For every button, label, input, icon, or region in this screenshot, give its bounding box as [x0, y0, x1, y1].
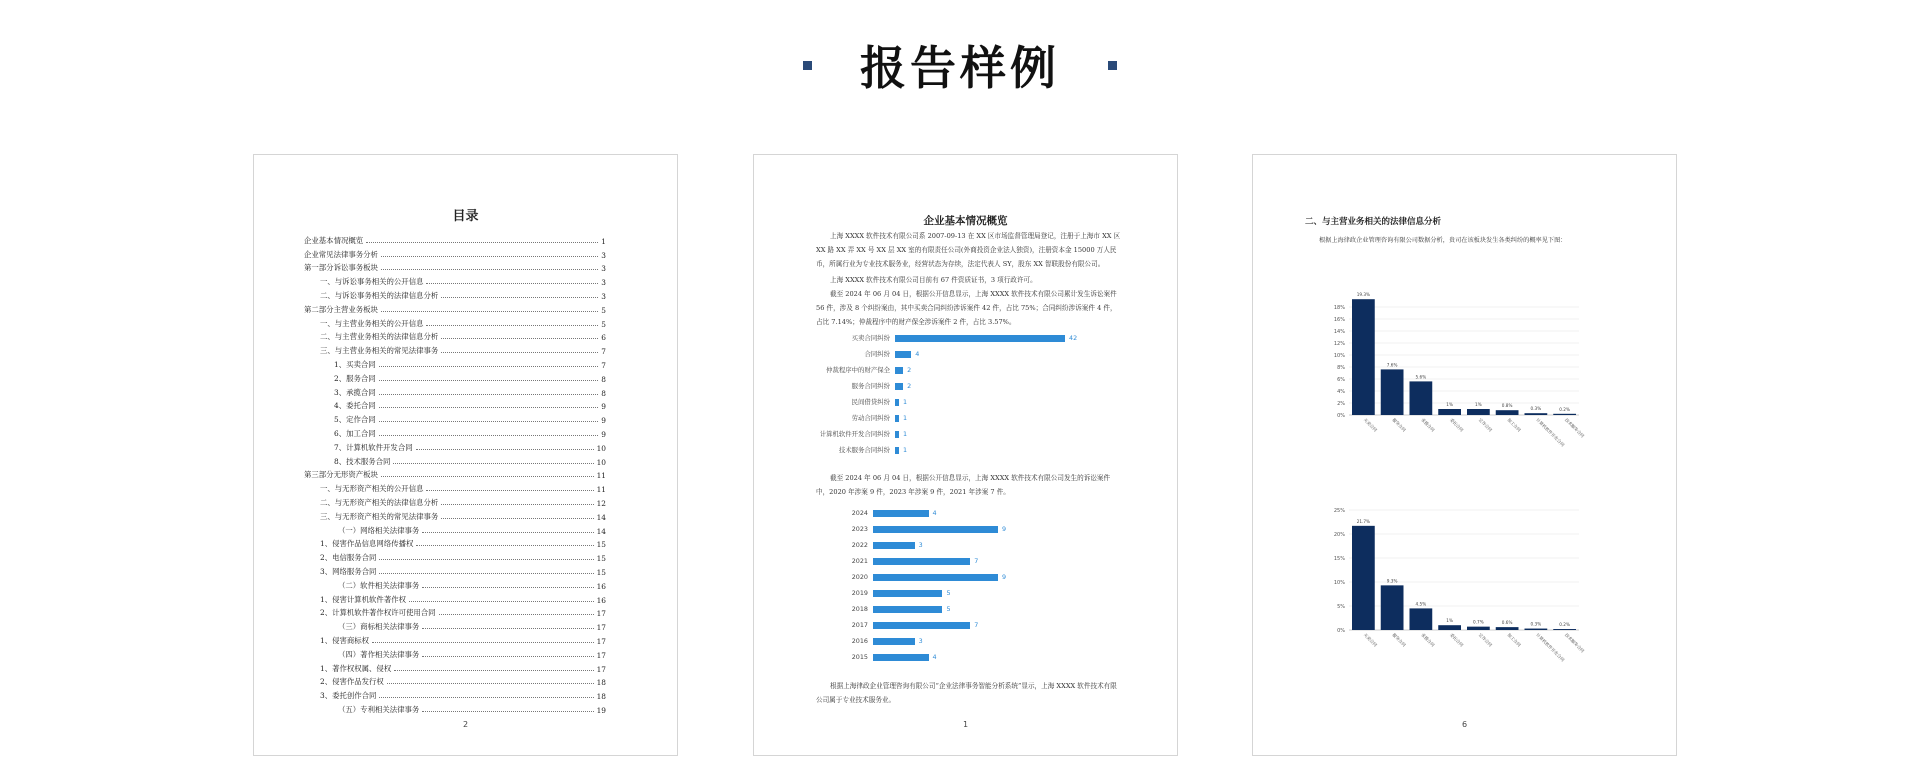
category-label: 劳动合同纠纷 [851, 414, 890, 422]
toc-leader [441, 352, 598, 353]
x-tick-label: 计算机软件开发合同 [1535, 632, 1566, 663]
toc-entry[interactable] [304, 522, 606, 536]
header-dot-right [1108, 61, 1117, 70]
category-label: 2021 [851, 557, 868, 565]
toc-page[interactable] [253, 154, 678, 756]
toc-leader [379, 366, 599, 367]
toc-entry-text: 企业常见法律事务分析 [304, 249, 378, 259]
toc-entry[interactable] [304, 329, 606, 343]
toc-entry[interactable] [304, 660, 606, 674]
bar [873, 526, 998, 533]
chart-row [754, 573, 1179, 582]
toc-entry-page: 5 [601, 305, 606, 315]
value-label: 9 [1002, 525, 1007, 533]
value-label: 5.6% [1415, 374, 1427, 380]
toc-entry[interactable] [304, 618, 606, 632]
category-label: 民间借贷纠纷 [851, 398, 890, 406]
chart-row [754, 414, 1179, 423]
toc-leader [422, 628, 593, 629]
y-tick-label: 6% [1337, 377, 1345, 383]
value-label: 1 [903, 430, 908, 438]
toc-entry-text: 3、网络服务合同 [320, 566, 377, 576]
overview-paragraph: 上海 XXXX 软件技术有限公司目前有 67 件资质证书，3 项行政许可。 [830, 276, 1037, 284]
toc-entry-text: 1、侵害作品信息网络传播权 [320, 539, 414, 549]
bar [1438, 409, 1461, 415]
value-label: 1% [1446, 618, 1453, 624]
chart-row [754, 653, 1179, 662]
toc-leader [379, 380, 599, 381]
value-label: 4.5% [1415, 601, 1427, 607]
x-tick-label: 计算机软件开发合同 [1535, 417, 1566, 448]
toc-leader [416, 545, 593, 546]
x-tick-label: 定作合同 [1477, 632, 1494, 648]
y-tick-label: 4% [1337, 389, 1345, 395]
toc-entry-page: 6 [601, 333, 606, 343]
bar [873, 510, 929, 517]
x-tick-label: 买卖合同 [1362, 417, 1379, 433]
bar [873, 622, 970, 629]
toc-entry-text: 一、与主营业务相关的公开信息 [320, 318, 424, 328]
toc-entry[interactable] [304, 246, 606, 260]
toc-entry-text: 第三部分无形资产板块 [304, 470, 378, 480]
toc-entry-page: 8 [601, 374, 606, 384]
bar [895, 351, 911, 358]
bar [895, 447, 899, 454]
toc-leader [422, 587, 593, 588]
toc-entry-page: 19 [596, 705, 606, 715]
toc-entry[interactable] [304, 701, 606, 715]
toc-entry[interactable] [304, 356, 606, 370]
x-tick-label: 承揽合同 [1420, 632, 1436, 648]
bar [1352, 299, 1375, 415]
toc-leader [416, 449, 594, 450]
bar [873, 542, 915, 549]
y-tick-label: 12% [1333, 341, 1345, 347]
toc-entry[interactable] [304, 480, 606, 494]
chart-row [754, 541, 1179, 550]
toc-entry-page: 17 [596, 609, 606, 619]
x-tick-label: 技术服务合同 [1563, 632, 1586, 654]
toc-title: 目录 [452, 209, 479, 224]
toc-entry[interactable] [304, 287, 606, 301]
value-label: 4 [932, 653, 937, 661]
chart-row [754, 366, 1179, 375]
toc-leader [379, 394, 599, 395]
y-tick-label: 10% [1333, 580, 1345, 586]
toc-leader [441, 518, 593, 519]
header-dot-left [803, 61, 812, 70]
toc-entry-page: 15 [596, 567, 606, 577]
chart-row [754, 557, 1179, 566]
x-tick-label: 委托合同 [1448, 632, 1465, 648]
toc-entry[interactable] [304, 370, 606, 384]
x-tick-label: 技术服务合同 [1563, 417, 1586, 439]
overview-title: 企业基本情况概览 [923, 215, 1008, 227]
toc-entry-text: 2、电信服务合同 [320, 553, 377, 563]
toc-entry[interactable] [304, 315, 606, 329]
chart-row [754, 446, 1179, 455]
analysis-page[interactable] [1252, 154, 1677, 756]
toc-leader [372, 642, 594, 643]
bar [895, 367, 903, 374]
toc-leader [387, 683, 594, 684]
y-tick-label: 16% [1333, 317, 1345, 323]
y-tick-label: 10% [1333, 353, 1345, 359]
chart-row [754, 637, 1179, 646]
toc-entry-text: 6、加工合同 [334, 428, 376, 438]
bar [1525, 413, 1548, 415]
value-label: 0.8% [1501, 403, 1513, 409]
category-label: 2022 [851, 541, 868, 549]
toc-list [304, 232, 606, 715]
bar [873, 574, 998, 581]
y-tick-label: 15% [1333, 556, 1345, 562]
toc-leader [426, 325, 598, 326]
value-label: 9.3% [1386, 578, 1398, 584]
toc-leader [394, 670, 593, 671]
bar [895, 399, 899, 406]
bar [873, 606, 942, 613]
toc-entry[interactable] [304, 273, 606, 287]
toc-entry-text: （四）著作相关法律事务 [338, 649, 420, 659]
category-label: 技术服务合同纠纷 [838, 446, 890, 454]
toc-entry[interactable] [304, 425, 606, 439]
chart-row [754, 589, 1179, 598]
toc-entry-text: 三、与主营业务相关的常见法律事务 [320, 346, 439, 356]
analysis-title: 二、与主营业务相关的法律信息分析 [1305, 217, 1442, 227]
value-label: 9 [1002, 573, 1007, 581]
value-label: 7 [974, 557, 979, 565]
bar [1467, 627, 1490, 630]
toc-entry-page: 15 [596, 540, 606, 550]
category-label: 买卖合同纠纷 [851, 334, 890, 342]
category-label: 2023 [851, 525, 868, 533]
toc-entry-page: 14 [596, 526, 606, 536]
toc-entry-text: 3、承揽合同 [334, 387, 376, 397]
toc-entry-text: 8、技术服务合同 [334, 456, 391, 466]
value-label: 1 [903, 446, 908, 454]
page-number: 2 [462, 720, 469, 729]
y-tick-label: 8% [1337, 365, 1345, 371]
toc-entry-page: 9 [601, 402, 606, 412]
y-tick-label: 20% [1333, 532, 1345, 538]
bar [873, 654, 929, 661]
analysis-intro: 根据上海律政企业管理咨询有限公司数据分析，贵司在该板块发生各类纠纷的概率见下图： [1319, 237, 1567, 244]
bar [873, 558, 970, 565]
toc-entry[interactable] [304, 384, 606, 398]
chart-row [754, 382, 1179, 391]
toc-entry-page: 17 [596, 623, 606, 633]
chart-row [754, 430, 1179, 439]
toc-entry-page: 11 [596, 471, 606, 481]
toc-entry-text: 二、与无形资产相关的法律信息分析 [320, 497, 439, 507]
value-label: 0.3% [1530, 406, 1542, 412]
toc-entry[interactable] [304, 453, 606, 467]
toc-entry[interactable] [304, 398, 606, 412]
toc-entry[interactable] [304, 260, 606, 274]
x-tick-label: 加工合同 [1506, 417, 1522, 433]
toc-leader [422, 711, 593, 712]
toc-entry-page: 3 [601, 278, 606, 288]
toc-leader [439, 614, 594, 615]
y-tick-label: 25% [1333, 508, 1345, 514]
toc-entry-text: 3、委托创作合同 [320, 691, 377, 701]
toc-entry-page: 17 [596, 664, 606, 674]
toc-leader [422, 532, 593, 533]
page-number: 1 [962, 720, 969, 729]
bar [1467, 409, 1490, 415]
value-label: 0.6% [1501, 620, 1513, 626]
value-label: 0.3% [1530, 621, 1542, 627]
toc-entry[interactable] [304, 591, 606, 605]
bar [873, 590, 942, 597]
value-label: 3 [918, 637, 923, 645]
value-label: 4 [932, 509, 937, 517]
toc-entry-page: 18 [596, 678, 606, 688]
category-label: 合同纠纷 [864, 350, 890, 358]
toc-entry-text: 三、与无形资产相关的常见法律事务 [320, 511, 439, 521]
toc-entry-text: 第二部分主营业务板块 [304, 304, 378, 314]
toc-entry-page: 17 [596, 636, 606, 646]
section-title: 报告样例 [860, 41, 1060, 95]
toc-entry[interactable] [304, 549, 606, 563]
toc-entry-text: （二）软件相关法律事务 [338, 580, 420, 590]
probability-chart-1 [1293, 280, 1593, 450]
toc-leader [381, 256, 598, 257]
toc-entry-page: 16 [596, 595, 606, 605]
value-label: 4 [915, 350, 920, 358]
value-label: 5 [946, 605, 951, 613]
toc-entry-page: 7 [601, 360, 606, 370]
toc-entry-page: 16 [596, 581, 606, 591]
value-label: 7.6% [1386, 362, 1398, 368]
toc-entry[interactable] [304, 605, 606, 619]
toc-entry-page: 3 [601, 291, 606, 301]
toc-entry-text: （一）网络相关法律事务 [338, 525, 420, 535]
toc-entry[interactable] [304, 494, 606, 508]
toc-entry-text: 2、服务合同 [334, 373, 376, 383]
toc-entry[interactable] [304, 632, 606, 646]
toc-entry-page: 9 [601, 429, 606, 439]
toc-leader [441, 338, 598, 339]
chart-row [754, 525, 1179, 534]
toc-entry-page: 7 [601, 347, 606, 357]
toc-entry[interactable] [304, 577, 606, 591]
toc-entry-text: 1、侵害计算机软件著作权 [320, 594, 407, 604]
bar [1410, 608, 1433, 630]
bar [895, 431, 899, 438]
toc-leader [379, 407, 599, 408]
toc-entry-page: 11 [596, 485, 606, 495]
toc-entry-text: 2、侵害作品发行权 [320, 677, 384, 687]
toc-entry-text: 5、定作合同 [334, 415, 376, 425]
toc-leader [441, 504, 593, 505]
toc-entry[interactable] [304, 439, 606, 453]
value-label: 2 [907, 366, 912, 374]
toc-entry-text: 1、买卖合同 [334, 359, 376, 369]
x-tick-label: 加工合同 [1506, 632, 1522, 648]
bar [1553, 414, 1576, 415]
page-number: 6 [1461, 720, 1468, 729]
bar [895, 415, 899, 422]
value-label: 19.3% [1356, 292, 1371, 298]
toc-entry[interactable] [304, 674, 606, 688]
value-label: 0.2% [1559, 622, 1570, 628]
toc-entry-page: 5 [601, 319, 606, 329]
chart-row [754, 398, 1179, 407]
toc-leader [409, 601, 594, 602]
x-tick-label: 服务合同 [1391, 417, 1407, 433]
value-label: 42 [1069, 334, 1078, 342]
bar [873, 638, 915, 645]
toc-leader [379, 435, 599, 436]
bar [1410, 381, 1433, 415]
x-tick-label: 买卖合同 [1362, 632, 1379, 648]
value-label: 0.2% [1559, 406, 1570, 412]
toc-leader [422, 656, 593, 657]
value-label: 1 [903, 414, 908, 422]
toc-entry-text: 二、与主营业务相关的法律信息分析 [320, 332, 439, 342]
chart-row [754, 350, 1179, 359]
toc-entry[interactable] [304, 563, 606, 577]
x-tick-label: 服务合同 [1391, 632, 1407, 648]
category-label: 服务合同纠纷 [851, 382, 890, 390]
toc-entry-page: 8 [601, 388, 606, 398]
bar [895, 383, 903, 390]
bar [895, 335, 1065, 342]
toc-entry-page: 18 [596, 692, 606, 702]
toc-leader [379, 559, 593, 560]
y-tick-label: 0% [1337, 413, 1345, 419]
toc-leader [426, 490, 593, 491]
value-label: 2 [907, 382, 912, 390]
toc-entry-text: 一、与无形资产相关的公开信息 [320, 484, 424, 494]
toc-entry-page: 9 [601, 416, 606, 426]
toc-entry[interactable] [304, 467, 606, 481]
value-label: 1% [1446, 402, 1453, 407]
category-label: 2016 [851, 637, 868, 645]
toc-entry-page: 10 [596, 457, 606, 467]
toc-entry-text: 7、计算机软件开发合同 [334, 442, 413, 452]
toc-entry[interactable] [304, 508, 606, 522]
toc-leader [381, 311, 598, 312]
toc-leader [426, 283, 598, 284]
toc-leader [393, 463, 593, 464]
toc-entry-page: 14 [596, 512, 606, 522]
section-header [0, 30, 1920, 100]
toc-entry-page: 17 [596, 650, 606, 660]
overview-paragraph: 上海 XXXX 软件技术有限公司系 2007-09-13 在 XX 区市场监督管理局登记，注册于上海市 XX 区 XX 路 XX 弄 XX 号 XX 层 XX 室的有限责任公司(外商投资企业法人独资)，注册资本金 15000 万人民币，所属行业为专业技术服务业，经营状态为存续，法定代表人 SY，股东 XX 智联股份有限公司。 [816, 232, 1121, 268]
toc-entry-text: 2、计算机软件著作权许可使用合同 [320, 608, 436, 618]
overview-paragraph: 截至 2024 年 06 月 04 日，根据公开信息显示，上海 XXXX 软件技术有限公司发生的诉讼案件中，2020 年涉案 9 件，2023 年涉案 9 件，2021 年涉案 7 件。 [816, 474, 1111, 496]
category-label: 2019 [851, 589, 868, 597]
x-tick-label: 承揽合同 [1420, 417, 1436, 433]
bar [1496, 410, 1519, 415]
toc-entry-page: 3 [601, 264, 606, 274]
toc-entry[interactable] [304, 411, 606, 425]
toc-leader [379, 573, 593, 574]
x-tick-label: 委托合同 [1448, 417, 1465, 433]
y-tick-label: 14% [1333, 329, 1345, 335]
value-label: 1 [903, 398, 908, 406]
bar [1496, 627, 1519, 630]
toc-leader [366, 242, 598, 243]
toc-leader [379, 697, 593, 698]
value-label: 0.7% [1473, 619, 1484, 625]
toc-entry-page: 3 [601, 250, 606, 260]
toc-leader [381, 476, 594, 477]
value-label: 1% [1475, 402, 1482, 407]
toc-entry[interactable] [304, 687, 606, 701]
value-label: 21.7% [1356, 518, 1371, 524]
toc-entry[interactable] [304, 232, 606, 246]
y-tick-label: 0% [1337, 628, 1345, 634]
chart-row [754, 334, 1179, 343]
toc-entry-page: 1 [601, 236, 606, 246]
toc-leader [441, 297, 598, 298]
overview-paragraph: 截至 2024 年 06 月 04 日，根据公开信息显示，上海 XXXX 软件技术有限公司累计发生诉讼案件 56 件，涉及 8 个纠纷案由，其中买卖合同纠纷涉诉案件 42 件，占比 75%；合同纠纷涉诉案件 4 件，占比 7.14%；仲裁程序中的财产保全涉诉案件 2 件，占比 3.57%。 [816, 290, 1117, 326]
bar [1381, 585, 1404, 630]
toc-entry[interactable] [304, 301, 606, 315]
bar [1381, 369, 1404, 415]
toc-entry-text: 4、委托合同 [334, 401, 376, 411]
y-tick-label: 18% [1333, 305, 1345, 311]
category-label: 2017 [851, 621, 868, 629]
toc-entry-text: 1、著作权权属、侵权 [320, 663, 392, 673]
toc-entry-text: （五）专利相关法律事务 [338, 704, 420, 714]
toc-entry-page: 15 [596, 554, 606, 564]
bar [1553, 629, 1576, 630]
overview-page[interactable] [753, 154, 1178, 756]
y-tick-label: 5% [1337, 604, 1345, 610]
y-tick-label: 2% [1337, 401, 1345, 407]
chart-row [754, 509, 1179, 518]
toc-entry-text: 第一部分诉讼事务板块 [304, 263, 378, 273]
probability-chart-2 [1293, 495, 1593, 665]
bar [1352, 526, 1375, 630]
value-label: 5 [946, 589, 951, 597]
overview-paragraph: 根据上海律政企业管理咨询有限公司“企业法律事务智能分析系统”显示，上海 XXXX 软件技术有限公司属于专业技术服务业。 [816, 682, 1117, 704]
toc-entry-page: 10 [596, 443, 606, 453]
x-tick-label: 定作合同 [1477, 417, 1494, 433]
chart-row [754, 621, 1179, 630]
category-label: 2018 [851, 605, 868, 613]
toc-entry-page: 12 [596, 498, 606, 508]
category-label: 计算机软件开发合同纠纷 [819, 430, 890, 438]
toc-entry-text: （三）商标相关法律事务 [338, 622, 420, 632]
value-label: 3 [918, 541, 923, 549]
category-label: 2015 [851, 653, 868, 661]
toc-entry-text: 二、与诉讼事务相关的法律信息分析 [320, 290, 439, 300]
category-label: 2024 [851, 509, 868, 517]
chart-row [754, 605, 1179, 614]
bar [1438, 625, 1461, 630]
value-label: 7 [974, 621, 979, 629]
category-label: 仲裁程序中的财产保全 [826, 366, 890, 374]
toc-entry-text: 一、与诉讼事务相关的公开信息 [320, 277, 424, 287]
toc-entry[interactable] [304, 342, 606, 356]
toc-entry[interactable] [304, 536, 606, 550]
toc-entry[interactable] [304, 646, 606, 660]
toc-leader [381, 269, 598, 270]
toc-leader [379, 421, 599, 422]
category-label: 2020 [851, 573, 868, 581]
toc-entry-text: 企业基本情况概览 [304, 235, 364, 245]
toc-entry-text: 1、侵害商标权 [320, 635, 370, 645]
bar [1525, 629, 1548, 630]
